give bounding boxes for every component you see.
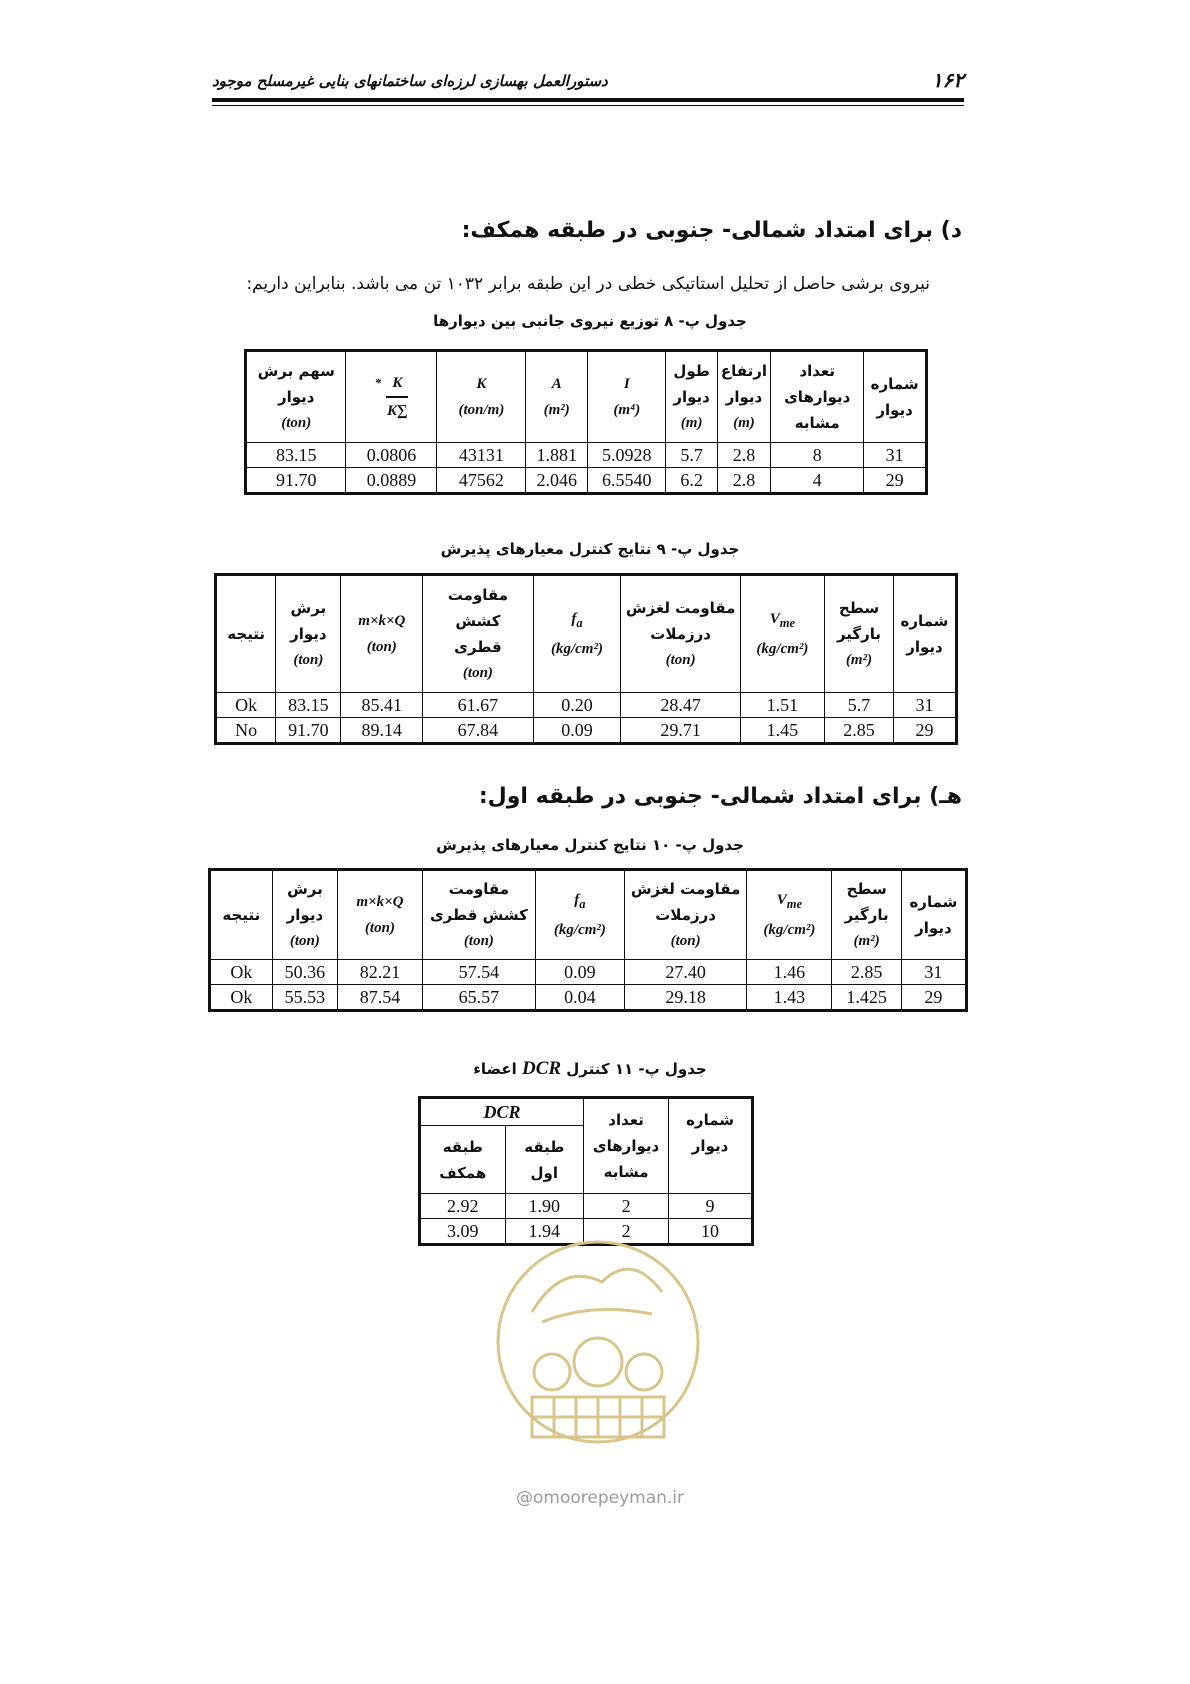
table-cell: 29 (893, 718, 956, 744)
table-cell: 1.46 (747, 960, 832, 985)
table10-header-diag-tension: مقاومت کشش قطری (ton) (422, 870, 535, 960)
table9-header-wall-shear: برش دیوار (ton) (276, 575, 341, 693)
table-cell: Ok (216, 693, 276, 718)
table-cell: 57.54 (422, 960, 535, 985)
table-cell: 0.04 (536, 985, 625, 1011)
table-cell: 29.71 (621, 718, 740, 744)
section-d-heading: د) برای امتداد شمالی- جنوبی در طبقه همکف: (461, 218, 962, 243)
watermark-lettering (532, 1269, 662, 1312)
table-cell: 0.0806 (346, 443, 437, 468)
table-cell: 47562 (437, 468, 526, 494)
table-cell: 6.5540 (588, 468, 666, 494)
table-cell: 0.09 (536, 960, 625, 985)
table-cell: 9 (669, 1194, 753, 1219)
table-cell: 5.7 (666, 443, 717, 468)
table9-caption: جدول پ- ۹ نتایج کنترل معیارهای پذیرش (440, 540, 740, 558)
table-cell: 82.21 (338, 960, 423, 985)
table10-header-fa: $f_a$ (kg/cm²) (536, 870, 625, 960)
page-header (212, 68, 964, 98)
table-cell: 3.09 (420, 1219, 506, 1245)
table-row (246, 468, 927, 494)
table-cell: 2.92 (420, 1194, 506, 1219)
table-cell: 89.14 (341, 718, 423, 744)
table9-header-bearing-area: سطح بارگیر (m²) (825, 575, 894, 693)
table8-header-height: ارتفاع دیوار (m) (717, 351, 770, 443)
table-row (216, 693, 957, 718)
watermark-left-gear (534, 1354, 570, 1390)
table11-header-ground-floor: طبقه همکف (420, 1126, 506, 1194)
table11-header-wall-no: شماره دیوار (669, 1098, 753, 1194)
table11-caption: جدول پ- ۱۱ کنترل DCR اعضاء (473, 1058, 707, 1079)
table-cell: 6.2 (666, 468, 717, 494)
header-title: دستورالعمل بهسازی لرزه‌ای ساختمانهای بنایی غیرمسلح موجود (212, 72, 608, 90)
table-cell: 2.046 (526, 468, 588, 494)
table9-header-bed-joint: مقاومت لغزش درزملات (ton) (621, 575, 740, 693)
table-row (210, 960, 967, 985)
watermark-right-gear (626, 1354, 662, 1390)
table8-header-area: A (m²) (526, 351, 588, 443)
table-cell: 91.70 (246, 468, 346, 494)
watermark-lettering-underline (542, 1310, 652, 1323)
table-cell: 29 (864, 468, 927, 494)
section-e-heading: هـ) برای امتداد شمالی- جنوبی در طبقه اول: (478, 784, 962, 809)
table-cell: 4 (771, 468, 864, 494)
table8-header-length: طول دیوار (m) (666, 351, 717, 443)
table9-header-result: نتیجه (216, 575, 276, 693)
table11-header-dcr: DCR (420, 1098, 584, 1126)
header-rule-thick (212, 98, 964, 102)
table-cell: 10 (669, 1219, 753, 1245)
section-d-paragraph: نیروی برشی حاصل از تحلیل استاتیکی خطی در این طبقه برابر ۱۰۳۲ تن می باشد. بنابراین داریم: (246, 274, 930, 294)
table-cell: 8 (771, 443, 864, 468)
table10-header-bearing-area: سطح بارگیر (m²) (832, 870, 901, 960)
header-rule-thin (212, 105, 964, 106)
table10-header-vme: $V_{me}$ (kg/cm²) (747, 870, 832, 960)
table-cell: 2 (584, 1194, 669, 1219)
table-cell: 1.881 (526, 443, 588, 468)
table11-header-similar-walls: تعداد دیوارهای مشابه (584, 1098, 669, 1194)
table8 (244, 349, 928, 495)
table-cell: Ok (210, 985, 273, 1011)
table9-header-vme: $V_{me}$ (kg/cm²) (740, 575, 824, 693)
watermark-logo (492, 1222, 704, 1486)
table11-header-first-floor: طبقه اول (505, 1126, 583, 1194)
table8-header-stiffness: K (ton/m) (437, 351, 526, 443)
table-cell: 0.09 (533, 718, 621, 744)
watermark-text: @omoorepeyman.ir (515, 1488, 685, 1508)
watermark-center-gear (574, 1338, 622, 1386)
table8-header-wall-no: شماره دیوار (864, 351, 927, 443)
table-cell: 67.84 (423, 718, 533, 744)
table10-header-wall-shear: برش دیوار (ton) (272, 870, 338, 960)
table-cell: 1.90 (505, 1194, 583, 1219)
table-cell: 85.41 (341, 693, 423, 718)
table9-header-diag-tension: مقاومت کشش قطری (ton) (423, 575, 533, 693)
table-cell: 5.0928 (588, 443, 666, 468)
table8-header-inertia: I (m⁴) (588, 351, 666, 443)
table8-header-ratio: $\frac{K}{\sum K}$ * (346, 351, 437, 443)
table-cell: 87.54 (338, 985, 423, 1011)
table-cell: 1.51 (740, 693, 824, 718)
table-cell: 0.20 (533, 693, 621, 718)
table-cell: 65.57 (422, 985, 535, 1011)
table10-header-mkq: m×k×Q (ton) (338, 870, 423, 960)
table-cell: No (216, 718, 276, 744)
table10 (208, 868, 968, 1012)
table9 (214, 573, 958, 745)
table-cell: 2.8 (717, 468, 770, 494)
table-cell: Ok (210, 960, 273, 985)
table-cell: 5.7 (825, 693, 894, 718)
table-cell: 31 (893, 693, 956, 718)
table-cell: 83.15 (276, 693, 341, 718)
table-cell: 1.94 (505, 1219, 583, 1245)
table8-caption: جدول پ- ۸ توزیع نیروی جانبی بین دیوارها (433, 312, 747, 330)
table10-header-bed-joint: مقاومت لغزش درزملات (ton) (624, 870, 747, 960)
stiffness-ratio-fraction: $\frac{K}{\sum K}$ (386, 370, 408, 424)
table-cell: 2.85 (832, 960, 901, 985)
table-cell: 2.8 (717, 443, 770, 468)
table-row (246, 443, 927, 468)
table-cell: 50.36 (272, 960, 338, 985)
table9-header-mkq: m×k×Q (ton) (341, 575, 423, 693)
table-cell: 31 (864, 443, 927, 468)
table-cell: 2.85 (825, 718, 894, 744)
table-cell: 83.15 (246, 443, 346, 468)
table10-caption: جدول پ- ۱۰ نتایج کنترل معیارهای پذیرش (436, 836, 744, 854)
table-cell: 27.40 (624, 960, 747, 985)
table-cell: 1.45 (740, 718, 824, 744)
table-cell: 29.18 (624, 985, 747, 1011)
table-cell: 2 (584, 1219, 669, 1245)
table8-header-shear-share: سهم برش دیوار (ton) (246, 351, 346, 443)
table-cell: 91.70 (276, 718, 341, 744)
table8-header-similar-walls: تعداد دیوارهای مشابه (771, 351, 864, 443)
page-number: ۱۶۲ (931, 68, 964, 92)
table-cell: 1.43 (747, 985, 832, 1011)
table9-header-fa: $f_a$ (kg/cm²) (533, 575, 621, 693)
table9-header-wall-no: شماره دیوار (893, 575, 956, 693)
table-cell: 29 (901, 985, 966, 1011)
table-row (210, 985, 967, 1011)
table-cell: 28.47 (621, 693, 740, 718)
table-cell: 1.425 (832, 985, 901, 1011)
table-cell: 61.67 (423, 693, 533, 718)
table-cell: 43131 (437, 443, 526, 468)
table10-header-result: نتیجه (210, 870, 273, 960)
table-cell: 0.0889 (346, 468, 437, 494)
table-row (216, 718, 957, 744)
table-cell: 55.53 (272, 985, 338, 1011)
table-cell: 31 (901, 960, 966, 985)
table-row (420, 1194, 753, 1219)
table10-header-wall-no: شماره دیوار (901, 870, 966, 960)
